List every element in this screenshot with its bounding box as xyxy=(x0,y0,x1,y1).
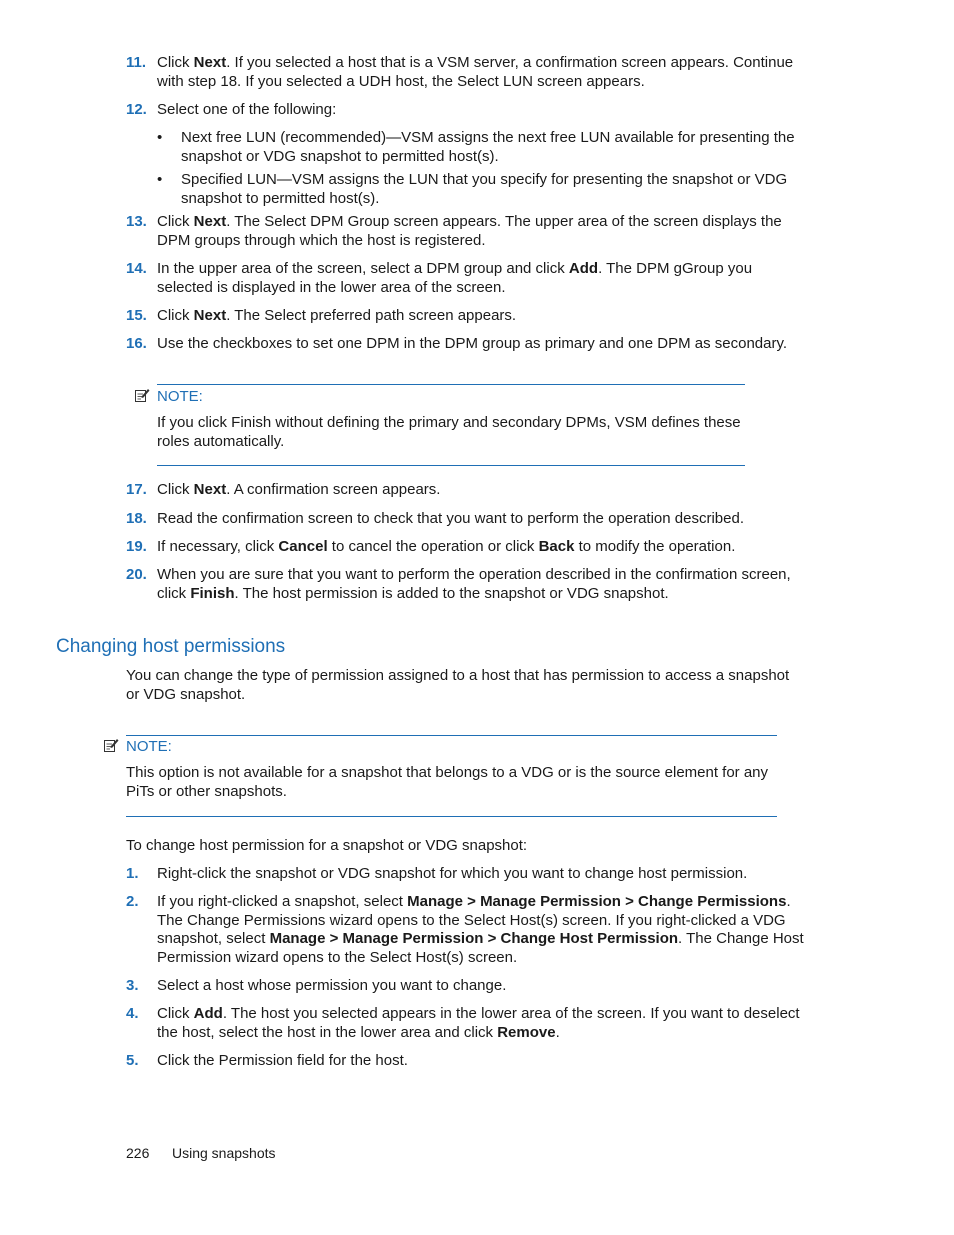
step-18 xyxy=(126,510,806,529)
bold-term: Add xyxy=(193,1005,223,1022)
step-number: 20. xyxy=(126,566,147,583)
step-2 xyxy=(126,893,806,967)
bold-term: Back xyxy=(538,538,575,555)
step-text: Click Next. If you selected a host that is a VSM server, a confirmation screen appears. Continue with step 18. If you selected a UDH host, the Select LUN screen appears. xyxy=(157,54,794,90)
step-text: Click Next. The Select DPM Group screen appears. The upper area of the screen displays the DPM groups through which the host is registered. xyxy=(157,213,782,249)
bullet-text: Specified LUN—VSM assigns the LUN that you specify for presenting the snapshot or VDG snapshot to permitted host(s). xyxy=(181,171,788,207)
step-number: 5. xyxy=(126,1052,139,1069)
step-5 xyxy=(126,1052,806,1071)
step-text: Read the confirmation screen to check that you want to perform the operation described. xyxy=(157,510,744,527)
footer-section-title: Using snapshots xyxy=(172,1145,276,1161)
step-number: 17. xyxy=(126,481,147,498)
note-pencil-icon xyxy=(134,387,150,403)
step-text: Click Add. The host you selected appears in the lower area of the screen. If you want to deselect the host, select the host in the lower area and click Remove. xyxy=(157,1005,800,1041)
step-text: Use the checkboxes to set one DPM in the DPM group as primary and one DPM as secondary. xyxy=(157,335,788,352)
bullet-dot: • xyxy=(157,171,163,188)
step-text: If necessary, click Cancel to cancel the operation or click Back to modify the operation. xyxy=(157,538,736,555)
step-number: 13. xyxy=(126,213,147,230)
step-number: 4. xyxy=(126,1005,139,1022)
note-text: If you click Finish without defining the primary and secondary DPMs, VSM defines these roles automatically. xyxy=(157,414,741,450)
bold-term: Next xyxy=(193,54,227,71)
step-text: When you are sure that you want to perform the operation described in the confirmation screen, click Finish. The host permission is added to the snapshot or VDG snapshot. xyxy=(157,566,791,602)
lead-paragraph: To change host permission for a snapshot or VDG snapshot: xyxy=(126,837,528,854)
bullet-item xyxy=(157,171,807,208)
bullet-text: Next free LUN (recommended)—VSM assigns the next free LUN available for presenting the snapshot or VDG snapshot to permitted host(s). xyxy=(181,129,795,165)
step-3 xyxy=(126,977,806,996)
step-text: Click Next. The Select preferred path screen appears. xyxy=(157,307,517,324)
bold-term: Next xyxy=(193,481,227,498)
note-pencil-icon xyxy=(103,737,119,753)
step-19 xyxy=(126,538,806,557)
note-top-rule xyxy=(126,735,777,736)
step-20 xyxy=(126,566,806,603)
step-number: 1. xyxy=(126,865,139,882)
bullet-dot: • xyxy=(157,129,163,146)
bold-term: Remove xyxy=(497,1023,556,1041)
step-text: Right-click the snapshot or VDG snapshot for which you want to change host permission. xyxy=(157,865,748,882)
step-4 xyxy=(126,1005,806,1042)
bullet-item xyxy=(157,129,807,166)
step-16 xyxy=(126,335,806,354)
note-text: This option is not available for a snapshot that belongs to a VDG or is the source element for any PiTs or other snapshots. xyxy=(126,764,769,800)
step-number: 11. xyxy=(126,54,147,71)
step-13 xyxy=(126,213,806,250)
step-15 xyxy=(126,307,806,326)
step-text: In the upper area of the screen, select a DPM group and click Add. The DPM gGroup you selected is displayed in the lower area of the screen. xyxy=(157,260,753,296)
step-number: 18. xyxy=(126,510,147,527)
step-number: 12. xyxy=(126,101,147,118)
step-11 xyxy=(126,54,806,91)
step-number: 16. xyxy=(126,335,147,352)
step-number: 2. xyxy=(126,893,139,910)
bold-term: Cancel xyxy=(278,538,328,555)
note-bottom-rule xyxy=(126,816,777,817)
note-top-rule xyxy=(157,384,745,385)
bold-term: Next xyxy=(193,213,227,230)
step-text: Click the Permission field for the host. xyxy=(157,1052,408,1069)
step-text: Select a host whose permission you want to change. xyxy=(157,977,507,994)
section-heading: Changing host permissions xyxy=(56,636,286,657)
note-label: NOTE: xyxy=(157,388,203,405)
step-1 xyxy=(126,865,806,884)
page-number: 226 xyxy=(126,1145,150,1161)
step-number: 19. xyxy=(126,538,147,555)
note-bottom-rule xyxy=(157,465,745,466)
step-14 xyxy=(126,260,806,297)
step-12 xyxy=(126,101,806,120)
step-number: 3. xyxy=(126,977,139,994)
step-17 xyxy=(126,481,806,500)
step-text: Select one of the following: xyxy=(157,101,337,118)
step-text: If you right-clicked a snapshot, select Manage > Manage Permission > Change Permissions. The Change Permissions wizard opens to the Select Host(s) screen. If you right-clicked a VDG snapshot, select Manage > Manage Permission > Change Host Permission. The Change Host Permission wizard opens to the Select Host(s) screen. xyxy=(157,893,804,966)
step-text: Click Next. A confirmation screen appears. xyxy=(157,481,441,498)
bold-term: Manage > Manage Permission > Change Permissions xyxy=(407,893,787,910)
bold-term: Finish xyxy=(190,584,235,602)
bold-term: Manage > Manage Permission > Change Host Permission xyxy=(269,930,679,947)
step-number: 15. xyxy=(126,307,147,324)
step-number: 14. xyxy=(126,260,147,277)
bold-term: Next xyxy=(193,307,227,324)
note-label: NOTE: xyxy=(126,738,172,755)
bold-term: Add xyxy=(568,260,599,277)
intro-paragraph: You can change the type of permission assigned to a host that has permission to access a snapshot or VDG snapshot. xyxy=(126,667,790,703)
